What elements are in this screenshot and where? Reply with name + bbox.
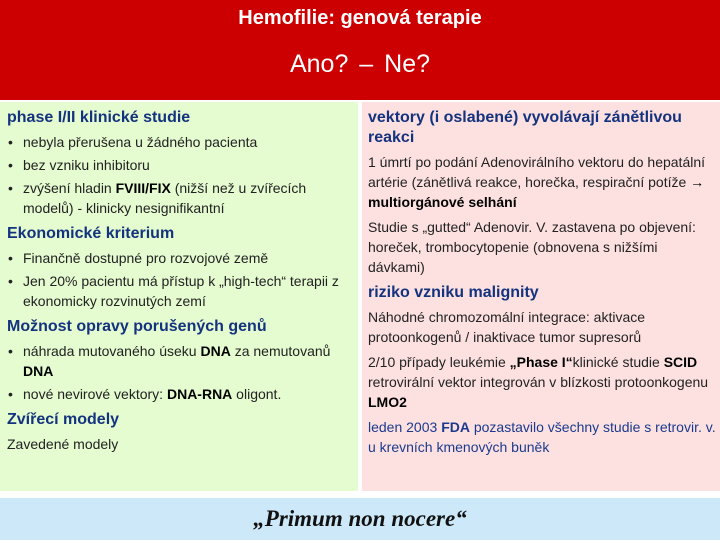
text: zvýšení hladin [23,180,116,196]
slide-title: Hemofilie: genová terapie [238,7,482,29]
text-bold: DNA [23,363,54,379]
paragraph [368,352,716,412]
footer [0,498,720,540]
text: náhrada mutovaného úseku [23,343,201,359]
paragraph: Studie s „gutted“ Adenovir. V. zastavena po objevení: horeček, trombocytopenie (obnovena s nižšími dávkami) [368,219,696,275]
paragraph: Náhodné chromozomální integrace: aktivace protoonkogenů / inaktivace tumor supresorů [368,309,646,345]
text: retrovirální vektor integrován v blízkosti protoonkogenu [368,374,709,390]
list-item: • Finančně dostupné pro rozvojové země [7,248,352,268]
heading-vectors: vektory (i oslabené) vyvolávají zánětlivou reakci [368,109,682,146]
text-bold: multiorgánové selhání [368,194,517,210]
paragraph [368,152,716,212]
text-bold: SCID [663,354,698,370]
list-item [7,341,352,381]
heading-gene-repair: Možnost opravy porušených genů [7,318,267,335]
text: Zavedené modely [7,436,119,452]
list-item: • bez vzniku inhibitoru [7,155,352,175]
list-item: • Jen 20% pacientu má přístup k „high-tech“ terapii z ekonomicky rozvinutých zemí [7,271,352,311]
quote: „Primum non nocere“ [253,506,467,531]
list-item [7,178,352,218]
heading-economic: Ekonomické kriterium [7,225,175,242]
list-item: • nebyla přerušena u žádného pacienta [7,132,352,152]
text: 2/10 případy leukémie [368,354,510,370]
text: leden 2003 [368,419,442,435]
text: 1 úmrtí po podání Adenovirálního vektoru do hepatální artérie (zánětlivá reakce, horečka, respirační potíže [368,154,706,190]
text-bold: FDA [441,419,470,435]
text: nové nevirové vektory: [23,386,167,402]
right-panel [362,102,720,491]
heading-clinical-studies: phase I/II klinické studie [7,109,191,126]
arrow-icon: → [690,174,705,190]
slide-subtitle: Ano? – Ne? [289,50,431,78]
text: oligont. [232,386,282,402]
text-bold: DNA [200,343,231,359]
text-bold: LMO2 [368,394,407,410]
text: klinické studie [572,354,664,370]
slide-header [0,0,720,100]
text: za nemutovanů [230,343,331,359]
list-item [7,384,352,404]
heading-malignancy: riziko vzniku malignity [368,284,539,301]
paragraph [368,417,716,457]
left-panel [0,102,358,491]
text: pozastavilo všechny studie s retrovir. v. u krevních kmenových buněk [368,419,716,455]
text: (nižší než u zvířecích modelů) - klinicky nesignifikantní [23,180,307,216]
heading-animal-models: Zvířecí modely [7,411,120,428]
text-bold: „Phase I“ [509,354,573,370]
text-bold: DNA-RNA [166,386,233,402]
text-bold: FVIII/FIX [115,180,171,196]
